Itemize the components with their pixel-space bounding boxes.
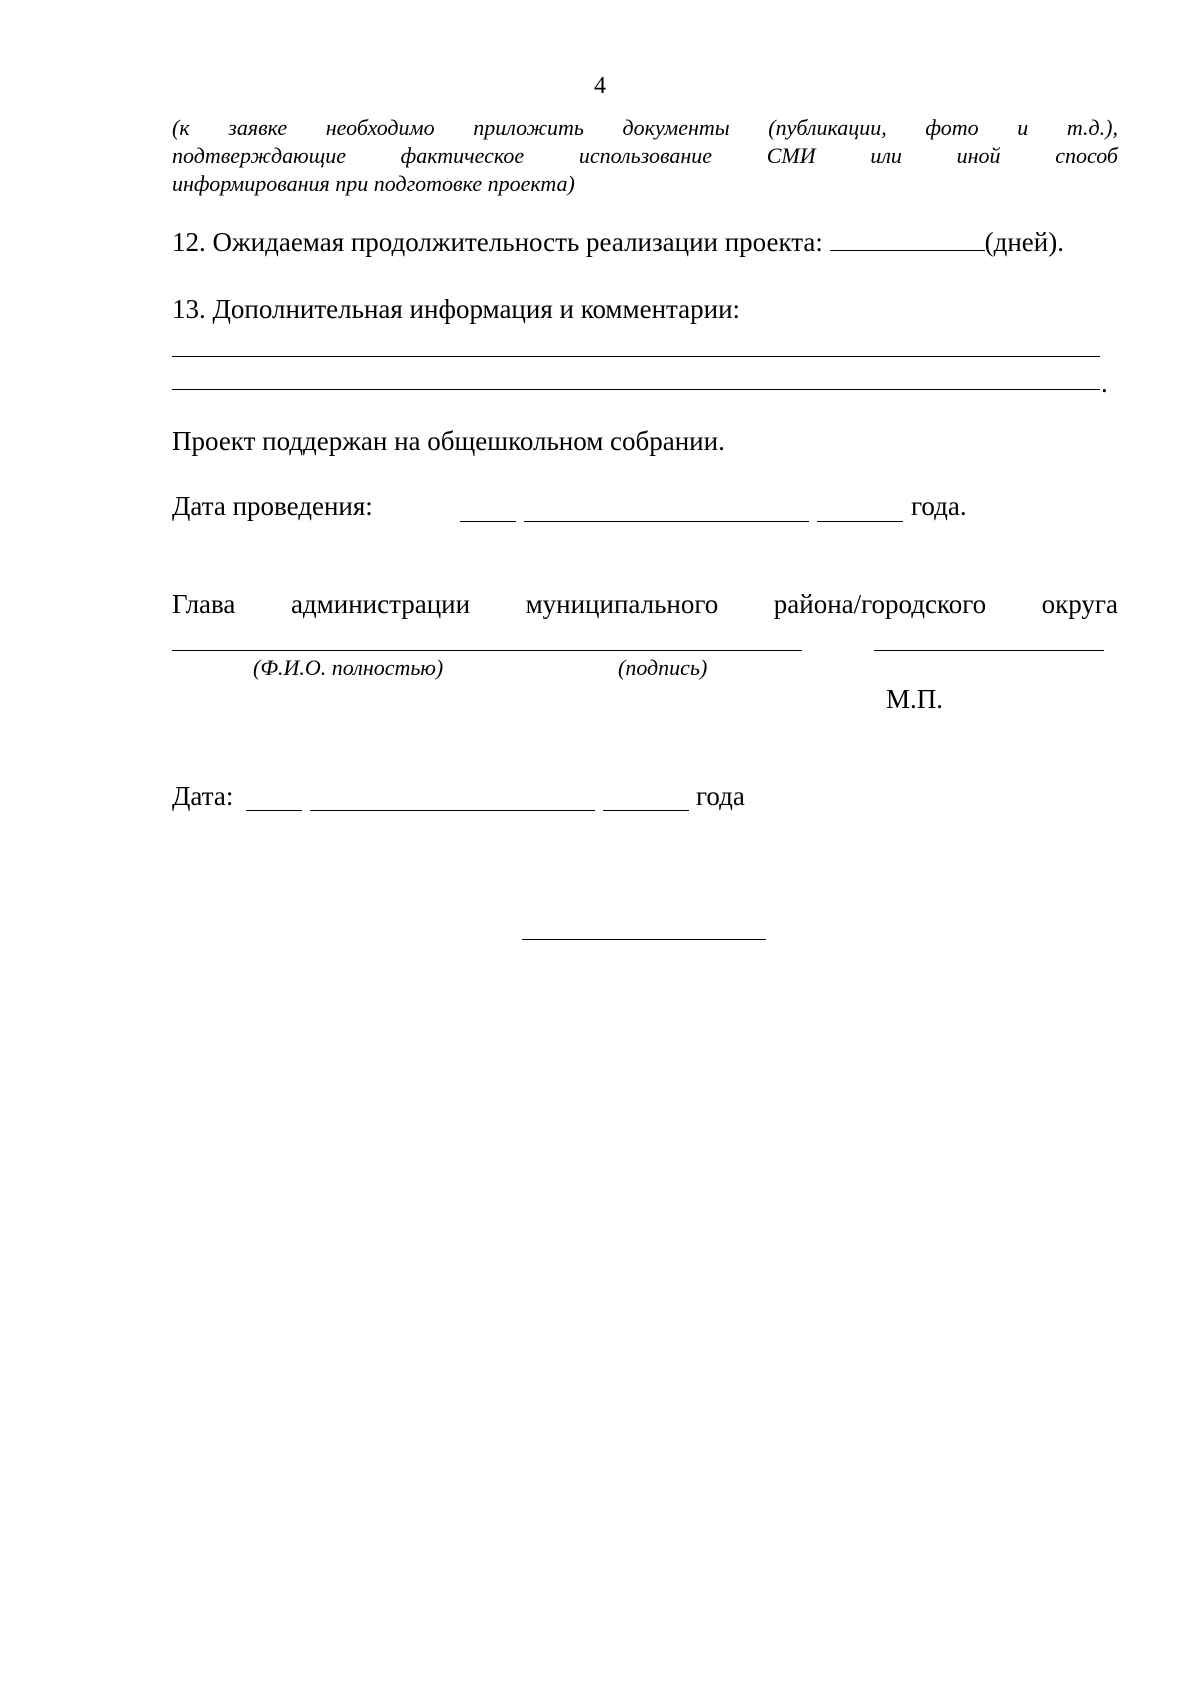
head-word-3: муниципального <box>525 589 719 619</box>
full-name-line[interactable] <box>172 650 802 651</box>
meeting-date-suffix: года. <box>911 491 967 521</box>
date-month-blank[interactable] <box>310 810 595 811</box>
head-of-administration-title <box>172 588 1118 620</box>
item-12-duration <box>172 226 1064 258</box>
head-word-2: администрации <box>290 589 471 619</box>
comment-end-mark: . <box>1101 368 1108 398</box>
meeting-month-blank[interactable] <box>524 521 809 522</box>
stamp-place: М.П. <box>886 684 944 714</box>
signature-caption: (подпись) <box>618 655 708 680</box>
full-name-caption: (Ф.И.О. полностью) <box>253 655 444 680</box>
date-year-blank[interactable] <box>603 810 689 811</box>
item-12-suffix: (дней). <box>984 227 1064 257</box>
attachment-note-line-1: (к заявке необходимо приложить документы (публикации, фото и т.д.), <box>172 115 1118 140</box>
date-suffix: года <box>696 781 745 811</box>
item-13-additional-info: 13. Дополнительная информация и комментарии: <box>172 294 741 324</box>
meeting-year-blank[interactable] <box>817 521 903 522</box>
end-divider <box>522 939 766 940</box>
signature-line[interactable] <box>874 650 1104 651</box>
page-number: 4 <box>594 73 606 99</box>
date-label: Дата: <box>172 781 234 811</box>
head-word-1: Глава <box>172 589 236 619</box>
attachment-note-line-3: информирования при подготовке проекта) <box>172 171 575 196</box>
meeting-day-blank[interactable] <box>460 521 516 522</box>
date-day-blank[interactable] <box>246 810 302 811</box>
comment-line-1[interactable] <box>172 356 1100 357</box>
head-word-4: района/городского <box>773 589 987 619</box>
comment-line-2[interactable] <box>172 389 1100 390</box>
head-word-5: округа <box>1041 589 1118 619</box>
project-supported-statement: Проект поддержан на общешкольном собрании. <box>172 426 725 456</box>
duration-blank[interactable] <box>830 226 985 251</box>
item-12-label: 12. Ожидаемая продолжительность реализации проекта: <box>172 227 823 257</box>
meeting-date-label: Дата проведения: <box>172 491 373 521</box>
attachment-note-line-2: подтверждающие фактическое использование СМИ или иной способ <box>172 143 1118 168</box>
